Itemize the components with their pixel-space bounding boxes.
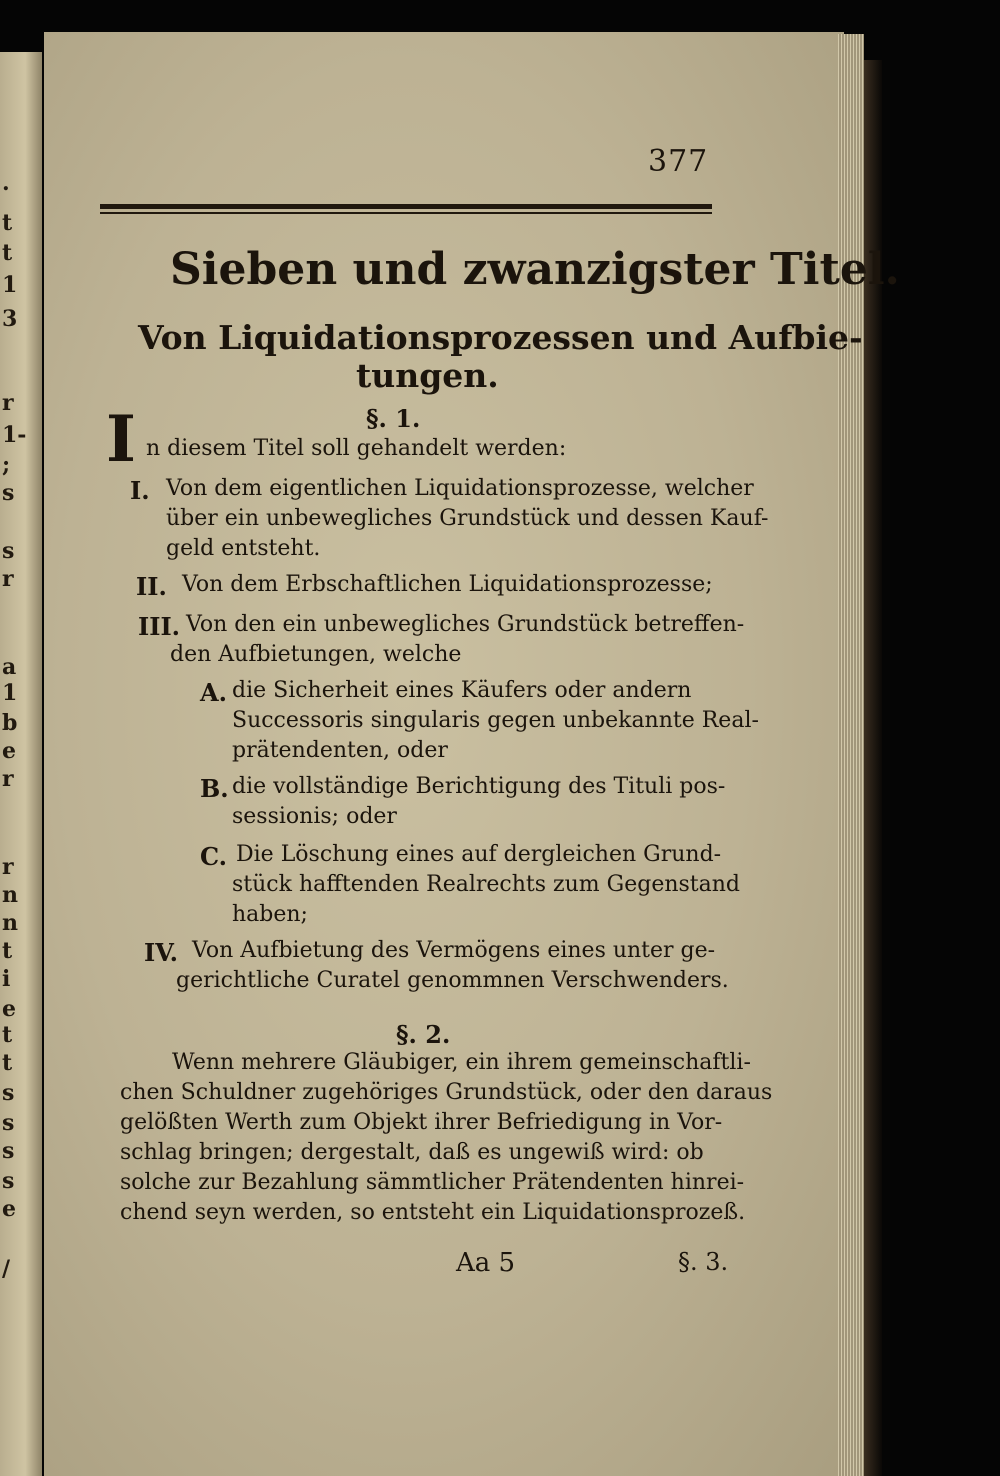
page-number: 377 bbox=[648, 144, 709, 179]
subitem-c-line: Die Löschung eines auf dergleichen Grund- bbox=[236, 842, 722, 867]
item-3-label: III. bbox=[138, 612, 181, 641]
header-rule-thin bbox=[100, 212, 712, 214]
section-2-line: Wenn mehrere Gläubiger, ein ihrem gemeinschaftli- bbox=[172, 1050, 751, 1075]
section-2-line: chend seyn werden, so entsteht ein Liquidationsprozeß. bbox=[120, 1200, 746, 1225]
chapter-subtitle-line2: tungen. bbox=[356, 356, 499, 395]
signature-mark: Aa 5 bbox=[456, 1248, 516, 1278]
section-2-line: solche zur Bezahlung sämmtlicher Prätendenten hinrei- bbox=[120, 1170, 745, 1195]
item-3-line: den Aufbietungen, welche bbox=[170, 642, 462, 667]
item-1-line: geld entsteht. bbox=[166, 536, 321, 561]
subitem-c-label: C. bbox=[200, 842, 228, 871]
subitem-a-line: prätendenten, oder bbox=[232, 738, 448, 763]
section-2-line: schlag bringen; dergestalt, daß es ungewiß wird: ob bbox=[120, 1140, 704, 1165]
section-1-intro: n diesem Titel soll gehandelt werden: bbox=[146, 436, 567, 461]
item-3-line: Von den ein unbewegliches Grundstück betreffen- bbox=[186, 612, 745, 637]
section-2-label: §. 2. bbox=[396, 1020, 451, 1049]
item-1-line: über ein unbewegliches Grundstück und dessen Kauf- bbox=[166, 506, 769, 531]
item-2-line: Von dem Erbschaftlichen Liquidationsprozesse; bbox=[182, 572, 713, 597]
chapter-title: Sieben und zwanzigster Titel. bbox=[170, 244, 900, 295]
subitem-a-line: die Sicherheit eines Käufers oder andern bbox=[232, 678, 692, 703]
section-2-line: chen Schuldner zugehöriges Grundstück, oder den daraus bbox=[120, 1080, 773, 1105]
subitem-b-label: B. bbox=[200, 774, 229, 803]
item-1-line: Von dem eigentlichen Liquidationsprozesse, welcher bbox=[166, 476, 754, 501]
subitem-a-label: A. bbox=[200, 678, 227, 707]
facing-page-edge: . t t 1 3 r 1- ; s s r a 1 b e r r n n t i e t t s s s s e / bbox=[0, 52, 42, 1476]
header-rule bbox=[100, 204, 712, 209]
item-2-label: II. bbox=[136, 572, 167, 601]
drop-cap: I bbox=[106, 402, 136, 477]
subitem-c-line: stück hafftenden Realrechts zum Gegenstand bbox=[232, 872, 741, 897]
item-1-label: I. bbox=[130, 476, 150, 505]
catchword: §. 3. bbox=[678, 1248, 729, 1276]
item-4-line: gerichtliche Curatel genommnen Verschwenders. bbox=[176, 968, 729, 993]
subitem-a-line: Successoris singularis gegen unbekannte Real- bbox=[232, 708, 759, 733]
section-2-line: gelößten Werth zum Objekt ihrer Befriedigung in Vor- bbox=[120, 1110, 723, 1135]
section-1-label: §. 1. bbox=[366, 404, 421, 433]
item-4-label: IV. bbox=[144, 938, 179, 967]
subitem-b-line: sessionis; oder bbox=[232, 804, 397, 829]
subitem-c-line: haben; bbox=[232, 902, 308, 927]
item-4-line: Von Aufbietung des Vermögens eines unter ge- bbox=[192, 938, 716, 963]
chapter-subtitle-line1: Von Liquidationsprozessen und Aufbie- bbox=[138, 318, 863, 357]
subitem-b-line: die vollständige Berichtigung des Tituli pos- bbox=[232, 774, 726, 799]
